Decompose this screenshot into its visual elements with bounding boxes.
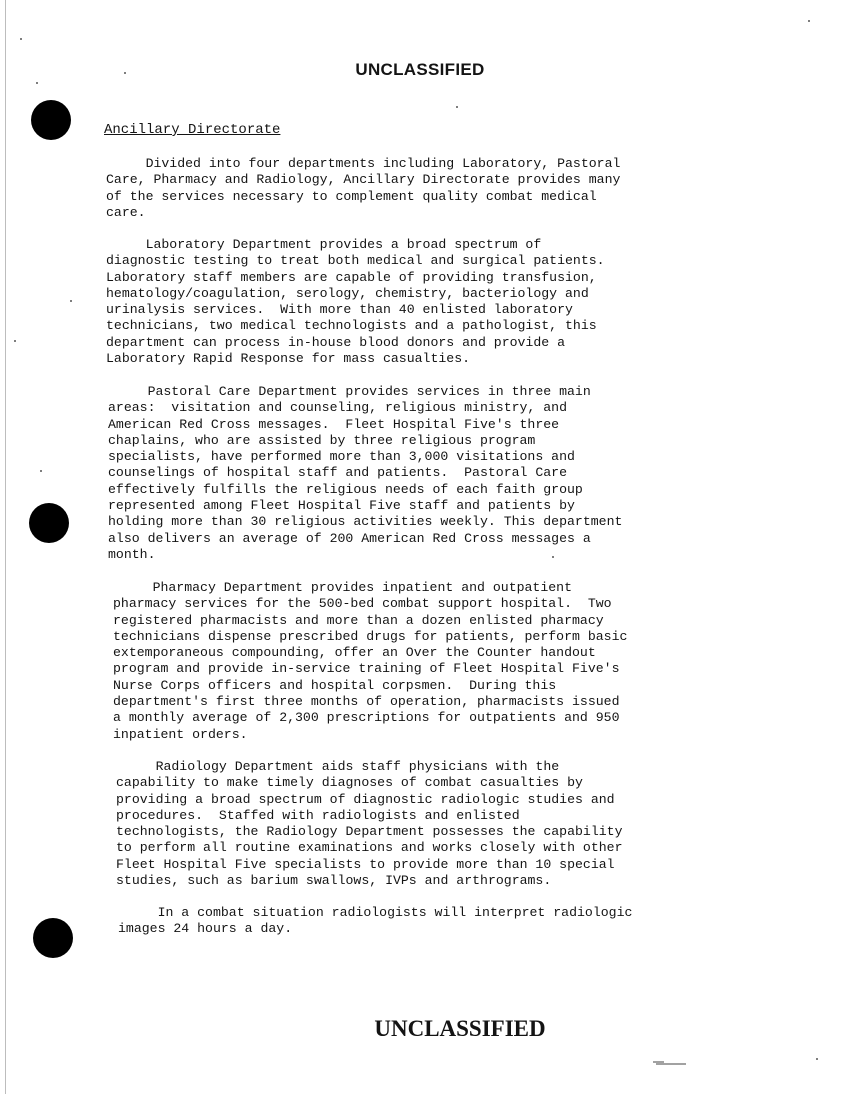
scan-speck — [816, 1058, 818, 1060]
classification-marking-top: UNCLASSIFIED — [355, 60, 485, 79]
punch-hole-bottom — [33, 918, 73, 958]
section-heading: Ancillary Directorate — [104, 122, 281, 138]
paragraph-overview: Divided into four departments including Laboratory, Pastoral Care, Pharmacy and Radiology, Ancillary Directorate provides many of the services necessary to complement quality combat medical care. — [106, 156, 621, 220]
punch-hole-middle — [29, 503, 69, 543]
paragraph-pharmacy: Pharmacy Department provides inpatient and outpatient pharmacy services for the 500-bed combat support hospital. Two registered pharmacists and more than a dozen enlisted pharmacy technicians dispense prescribed drugs for patients, perform basic extemporaneous compounding, offer an Over the Counter handout program and provide in-service training of Fleet Hospital Five's Nurse Corps officers and hospital corpsmen. During this department's first three months of operation, pharmacists issued a monthly average of 2,300 prescriptions for outpatients and 950 inpatient orders. — [113, 580, 628, 742]
scan-edge-line — [5, 0, 6, 1094]
scan-speck — [14, 340, 16, 342]
scan-speck — [20, 38, 22, 40]
scan-speck — [808, 20, 810, 22]
scan-mark — [652, 1060, 688, 1066]
paragraph-laboratory: Laboratory Department provides a broad spectrum of diagnostic testing to treat both medical and surgical patients. Laboratory staff members are capable of providing transfusion, hematology/coagulation, serology, chemistry, bacteriology and urinalysis services. With more than 40 enlisted laboratory technicians, two medical technologists and a pathologist, this department can process in-house blood donors and provide a Laboratory Rapid Response for mass casualties. — [106, 237, 605, 367]
punch-hole-top — [31, 100, 71, 140]
scan-speck — [40, 470, 42, 472]
paragraph-radiology: Radiology Department aids staff physicians with the capability to make timely diagnoses of combat casualties by providing a broad spectrum of diagnostic radiologic studies and procedures. Staffed with radiologists and enlisted technologists, the Radiology Department possesses the capability to perform all routine examinations and works closely with other Fleet Hospital Five specialists to provide more than 10 special studies, such as barium swallows, IVPs and arthrograms. — [116, 759, 623, 889]
scan-speck — [456, 106, 458, 108]
scan-speck — [70, 300, 72, 302]
paragraph-combat-radiology: In a combat situation radiologists will interpret radiologic images 24 hours a day. — [118, 905, 633, 937]
paragraph-pastoral-care: Pastoral Care Department provides services in three main areas: visitation and counseling, religious ministry, and American Red Cross messages. Fleet Hospital Five's three chaplains, who are assisted by three religious program specialists, have performed more than 3,000 visitations and counselings of hospital staff and patients. Pastoral Care effectively fulfills the religious needs of each faith group represented among Fleet Hospital Five staff and patients by holding more than 30 religious activities weekly. This department also delivers an average of 200 American Red Cross messages a month. — [108, 384, 623, 562]
scan-speck — [36, 82, 38, 84]
classification-marking-bottom: UNCLASSIFIED — [374, 1016, 546, 1041]
